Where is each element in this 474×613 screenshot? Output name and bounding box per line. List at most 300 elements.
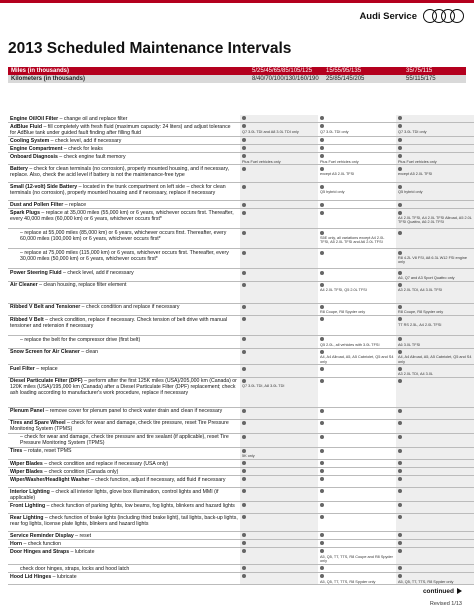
item-description: check door hinges, straps, locks and hood latch xyxy=(20,565,130,572)
service-required-dot-icon xyxy=(398,167,402,171)
item-description: – check function of brake lights (including third brake light), tail lights, back-up lights, rear fog lights, license plate lights, blinkers and hazard lights xyxy=(10,514,238,527)
service-required-dot-icon xyxy=(242,566,246,570)
interval-cell xyxy=(240,407,318,419)
table-row xyxy=(8,488,474,502)
service-required-dot-icon xyxy=(320,409,324,413)
service-required-dot-icon xyxy=(242,211,246,215)
service-required-dot-icon xyxy=(398,461,402,465)
interval-cell xyxy=(318,201,396,209)
interval-note: R8 Coupe, R8 Spyder only xyxy=(320,310,366,315)
interval-cell xyxy=(240,165,318,183)
interval-note: S5E only, all variations except A4 2.0L TFSI, A5 2.0L TFSI and A6 2.0L TFSI xyxy=(320,235,385,245)
service-required-dot-icon xyxy=(320,231,324,235)
table-row xyxy=(8,565,474,573)
interval-cell xyxy=(240,336,318,348)
maintenance-item xyxy=(8,249,240,269)
service-required-dot-icon xyxy=(242,283,246,287)
service-required-dot-icon xyxy=(320,211,324,215)
table-row xyxy=(8,123,474,137)
item-description: – perform after the first 125K miles (USA)/205,000 km (Canada) or 120K miles (USA)/195,000 km (Canada) after a Diesel Particulate Filter (DPF) replacement; check ash loading according to manufacturer's work procedure, replace if necessary xyxy=(10,378,237,397)
service-required-dot-icon xyxy=(320,503,324,507)
service-required-dot-icon xyxy=(398,477,402,481)
table-row xyxy=(8,540,474,548)
interval-cell xyxy=(318,407,396,419)
interval-cell xyxy=(396,433,474,447)
service-required-dot-icon xyxy=(398,116,402,120)
maintenance-item xyxy=(8,540,240,548)
service-required-dot-icon xyxy=(398,435,402,439)
item-label: Hood Lid Hinges xyxy=(10,573,52,580)
table-row xyxy=(8,145,474,153)
maintenance-item xyxy=(8,123,240,137)
service-required-dot-icon xyxy=(320,449,324,453)
miles-col-3: 35/75/115 xyxy=(406,68,433,74)
maintenance-item xyxy=(8,115,240,123)
header-accent-bar xyxy=(0,0,474,3)
interval-cell xyxy=(240,269,318,281)
interval-cell xyxy=(318,165,396,183)
table-row xyxy=(8,115,474,123)
revision-date: Revised 1/13 xyxy=(429,601,462,607)
item-label: Cooling System xyxy=(10,137,50,144)
maintenance-item xyxy=(8,419,240,433)
interval-cell xyxy=(318,460,396,468)
interval-cell xyxy=(240,316,318,336)
service-required-dot-icon xyxy=(242,167,246,171)
interval-cell xyxy=(396,269,474,281)
interval-cell xyxy=(396,249,474,269)
item-description: – replace the belt for the compressor drive (first belt) xyxy=(20,336,141,343)
interval-cell xyxy=(396,281,474,303)
service-required-dot-icon xyxy=(320,337,324,341)
service-required-dot-icon xyxy=(398,305,402,309)
service-required-dot-icon xyxy=(398,533,402,537)
item-label: Engine Oil/Oil Filter xyxy=(10,115,59,122)
interval-note: Q7 3.0L TDI only xyxy=(320,129,349,134)
table-row xyxy=(8,433,474,447)
km-col-1: 8/40/70/100/130/160/190 xyxy=(252,76,319,82)
maintenance-table xyxy=(8,115,474,585)
interval-note: A4 2.0L TFSI, A4 2.0L TFSI Allroad, A5 2.0L TFSI Quattro, A6 2.0L TFSI xyxy=(398,215,472,225)
item-description: – lubricate xyxy=(51,573,77,580)
service-required-dot-icon xyxy=(398,203,402,207)
service-required-dot-icon xyxy=(398,566,402,570)
maintenance-item xyxy=(8,488,240,502)
table-row xyxy=(8,137,474,145)
service-required-dot-icon xyxy=(398,574,402,578)
item-description: – check level, add if necessary xyxy=(49,137,122,144)
item-label: Tires xyxy=(10,448,23,455)
service-required-dot-icon xyxy=(398,350,402,354)
service-required-dot-icon xyxy=(242,541,246,545)
service-required-dot-icon xyxy=(242,271,246,275)
item-label: Plenum Panel xyxy=(10,408,45,415)
interval-cell xyxy=(318,532,396,540)
interval-cell xyxy=(396,468,474,476)
interval-cell xyxy=(396,502,474,514)
interval-cell xyxy=(240,502,318,514)
service-required-dot-icon xyxy=(320,154,324,158)
item-description: – replace at 75,000 miles (115,000 km) or 6 years, whichever occurs first. Thereafter, every 30,000 miles (50,000 km) or 6 years, whichever occurs first* xyxy=(20,249,229,262)
table-row xyxy=(8,201,474,209)
interval-cell xyxy=(240,153,318,165)
service-required-dot-icon xyxy=(398,124,402,128)
service-required-dot-icon xyxy=(320,461,324,465)
table-row xyxy=(8,183,474,201)
item-description: – replace xyxy=(34,365,58,372)
interval-cell xyxy=(240,209,318,229)
item-label: Small (12-volt) Side Battery xyxy=(10,183,78,190)
interval-note: 5K only xyxy=(242,454,255,459)
item-description: – replace xyxy=(63,201,87,208)
maintenance-item xyxy=(8,316,240,336)
interval-cell xyxy=(318,153,396,165)
audi-rings-logo-icon xyxy=(423,9,464,23)
service-required-dot-icon xyxy=(242,138,246,142)
service-required-dot-icon xyxy=(320,549,324,553)
service-required-dot-icon xyxy=(242,317,246,321)
service-required-dot-icon xyxy=(242,146,246,150)
interval-cell xyxy=(318,209,396,229)
service-required-dot-icon xyxy=(398,515,402,519)
service-required-dot-icon xyxy=(320,350,324,354)
service-required-dot-icon xyxy=(320,317,324,321)
miles-header-row xyxy=(8,67,466,75)
service-required-dot-icon xyxy=(320,305,324,309)
km-header-row xyxy=(8,75,466,83)
service-required-dot-icon xyxy=(398,489,402,493)
interval-cell xyxy=(240,468,318,476)
maintenance-item xyxy=(8,201,240,209)
interval-cell xyxy=(396,407,474,419)
item-description: – located in the trunk compartment on left side – check for clean terminals (no corrosion), properly mounted housing and if necessary, replace if necessary xyxy=(10,183,226,196)
item-label: Diesel Particulate Filter (DPF) xyxy=(10,378,83,385)
maintenance-item xyxy=(8,303,240,315)
interval-cell xyxy=(396,540,474,548)
interval-cell xyxy=(396,447,474,459)
item-label: Horn xyxy=(10,540,23,547)
interval-cell xyxy=(240,565,318,573)
service-required-dot-icon xyxy=(320,515,324,519)
interval-cell xyxy=(396,565,474,573)
service-required-dot-icon xyxy=(320,541,324,545)
service-required-dot-icon xyxy=(320,167,324,171)
item-label: Wiper/Washer/Headlight Washer xyxy=(10,476,90,483)
service-required-dot-icon xyxy=(242,379,246,383)
table-row xyxy=(8,165,474,183)
service-required-dot-icon xyxy=(242,231,246,235)
maintenance-item xyxy=(8,145,240,153)
interval-cell xyxy=(240,229,318,249)
service-required-dot-icon xyxy=(398,317,402,321)
item-description: – check level, add if necessary xyxy=(61,269,134,276)
interval-note: A6 3.0L TFSI xyxy=(398,342,421,347)
service-required-dot-icon xyxy=(398,503,402,507)
item-label: Ribbed V Belt xyxy=(10,316,44,323)
maintenance-item xyxy=(8,377,240,407)
miles-label: Miles (in thousands) xyxy=(11,68,70,74)
interval-note: Q7 3.0L TDI, A8 3.0L TDI xyxy=(242,384,285,389)
item-label: Spark Plugs xyxy=(10,209,40,216)
interval-note: A6, Q7 and A3 Sport Quattro only xyxy=(398,275,455,280)
km-label: Kilometers (in thousands) xyxy=(11,76,86,82)
item-description: – check all interior lights, glove box illumination, control lights and MMI (if applicable) xyxy=(10,488,219,501)
interval-note: A4, A4 Allroad, A5, A5 Cabriolet, Q5 and S4 only xyxy=(320,355,394,364)
maintenance-item xyxy=(8,514,240,532)
interval-note: A5, Q5, TT, TTS, R8 Coupe and R8 Spyder only xyxy=(320,554,393,564)
maintenance-item xyxy=(8,336,240,348)
service-required-dot-icon xyxy=(242,469,246,473)
service-required-dot-icon xyxy=(242,515,246,519)
service-required-dot-icon xyxy=(242,124,246,128)
interval-cell xyxy=(240,115,318,123)
service-required-dot-icon xyxy=(242,435,246,439)
table-row xyxy=(8,153,474,165)
service-required-dot-icon xyxy=(242,350,246,354)
interval-cell xyxy=(396,303,474,315)
table-row xyxy=(8,460,474,468)
maintenance-item xyxy=(8,183,240,201)
interval-cell xyxy=(396,377,474,407)
service-required-dot-icon xyxy=(398,549,402,553)
service-required-dot-icon xyxy=(242,461,246,465)
item-description: – check for leaks xyxy=(62,145,103,152)
item-label: Dust and Pollen Filter xyxy=(10,201,64,208)
service-required-dot-icon xyxy=(320,566,324,570)
table-row xyxy=(8,468,474,476)
item-description: – check engine fault memory xyxy=(57,153,126,160)
maintenance-item xyxy=(8,229,240,249)
interval-cell xyxy=(396,419,474,433)
interval-cell xyxy=(396,209,474,229)
interval-cell xyxy=(318,303,396,315)
service-required-dot-icon xyxy=(320,124,324,128)
service-required-dot-icon xyxy=(320,435,324,439)
km-col-3: 55/115/175 xyxy=(406,76,436,82)
interval-cell xyxy=(396,573,474,585)
item-description: – check condition, replace if necessary. Check tension of belt drive with manual tensioner and retension if necessary xyxy=(10,316,228,329)
service-required-dot-icon xyxy=(398,231,402,235)
table-row xyxy=(8,377,474,407)
table-row xyxy=(8,532,474,540)
interval-cell xyxy=(396,165,474,183)
service-required-dot-icon xyxy=(320,283,324,287)
interval-note: except A5 2.0L TFSI xyxy=(320,171,355,176)
interval-cell xyxy=(318,548,396,565)
item-description: – check condition and replace if necessary xyxy=(80,304,180,311)
service-required-dot-icon xyxy=(320,138,324,142)
interval-cell xyxy=(240,145,318,153)
service-required-dot-icon xyxy=(320,574,324,578)
interval-cell xyxy=(318,137,396,145)
interval-cell xyxy=(396,123,474,137)
service-required-dot-icon xyxy=(320,421,324,425)
item-label: Rear Lighting xyxy=(10,514,44,521)
item-label: Wiper Blades xyxy=(10,460,43,467)
service-required-dot-icon xyxy=(398,469,402,473)
service-required-dot-icon xyxy=(398,211,402,215)
interval-cell xyxy=(396,365,474,377)
service-required-dot-icon xyxy=(242,489,246,493)
miles-col-2: 15/55/95/135 xyxy=(326,68,362,74)
interval-cell xyxy=(240,183,318,201)
interval-cell xyxy=(240,532,318,540)
interval-cell xyxy=(240,377,318,407)
table-row xyxy=(8,573,474,585)
maintenance-item xyxy=(8,365,240,377)
item-description: – clean housing, replace filter element xyxy=(37,282,127,289)
interval-note: A3 2.0L TDI, A4 3.0L xyxy=(398,371,434,376)
interval-note: Q5 hybrid only xyxy=(320,189,345,194)
service-required-dot-icon xyxy=(398,185,402,189)
interval-cell xyxy=(396,137,474,145)
service-required-dot-icon xyxy=(242,337,246,341)
interval-cell xyxy=(240,433,318,447)
table-row xyxy=(8,502,474,514)
item-description: – reset xyxy=(73,532,92,539)
service-required-dot-icon xyxy=(398,449,402,453)
item-description: – remove cover for plenum panel to check water drain and clean if necessary xyxy=(44,408,223,415)
table-row xyxy=(8,514,474,532)
interval-cell xyxy=(318,573,396,585)
service-required-dot-icon xyxy=(242,574,246,578)
maintenance-item xyxy=(8,433,240,447)
service-required-dot-icon xyxy=(242,449,246,453)
page-title: 2013 Scheduled Maintenance Intervals xyxy=(8,40,292,57)
interval-note: Plus Fuel vehicles only xyxy=(398,159,437,164)
interval-cell xyxy=(396,488,474,502)
item-description: – rotate, reset TPMS xyxy=(22,448,72,455)
service-required-dot-icon xyxy=(398,146,402,150)
interval-cell xyxy=(240,573,318,585)
interval-cell xyxy=(240,303,318,315)
interval-cell xyxy=(396,514,474,532)
interval-cell xyxy=(396,183,474,201)
interval-cell xyxy=(240,476,318,488)
service-required-dot-icon xyxy=(320,185,324,189)
service-required-dot-icon xyxy=(398,251,402,255)
interval-cell xyxy=(240,249,318,269)
item-description: – replace at 55,000 miles (85,000 km) or 6 years, whichever occurs first. Thereafter, every 60,000 miles (100,000 km) or 6 years, whichever occurs first* xyxy=(20,229,227,242)
interval-cell xyxy=(396,348,474,365)
interval-cell xyxy=(318,183,396,201)
item-description: – fill completely with fresh fluid (maximum capacity: 24 liters) and adjust tolerance for AdBlue tank under guided fault finding after filling fluid xyxy=(10,123,231,136)
brand-name: Audi Service xyxy=(359,10,417,22)
interval-cell xyxy=(318,419,396,433)
service-required-dot-icon xyxy=(242,116,246,120)
service-required-dot-icon xyxy=(320,367,324,371)
table-row xyxy=(8,249,474,269)
table-row xyxy=(8,269,474,281)
service-required-dot-icon xyxy=(242,549,246,553)
maintenance-item xyxy=(8,137,240,145)
table-row xyxy=(8,548,474,565)
item-label: Onboard Diagnosis xyxy=(10,153,58,160)
interval-note: Q7 3.0L TDI and A8 3.0L TDI only xyxy=(242,129,299,134)
service-required-dot-icon xyxy=(242,421,246,425)
service-required-dot-icon xyxy=(242,154,246,158)
item-label: Interior Lighting xyxy=(10,488,50,495)
service-required-dot-icon xyxy=(398,409,402,413)
interval-cell xyxy=(396,336,474,348)
item-description: – check for wear and damage, check tire pressure, reset Tire Pressure Monitoring System (TPMS) xyxy=(10,420,229,433)
table-row xyxy=(8,303,474,315)
service-required-dot-icon xyxy=(242,409,246,413)
service-required-dot-icon xyxy=(320,477,324,481)
interval-cell xyxy=(318,229,396,249)
service-required-dot-icon xyxy=(242,251,246,255)
service-required-dot-icon xyxy=(398,154,402,158)
interval-cell xyxy=(240,137,318,145)
service-required-dot-icon xyxy=(242,503,246,507)
interval-cell xyxy=(318,565,396,573)
service-required-dot-icon xyxy=(320,533,324,537)
item-description: – check for clean terminals (no corrosion), properly mounted housing, and if necessary, replace. Also, check the acid level if battery is not the maintenance-free type xyxy=(10,165,230,178)
interval-cell xyxy=(318,514,396,532)
interval-note: A4, A4 Allroad, A5, A5 Cabriolet, Q5 and S4 only xyxy=(398,355,472,364)
maintenance-item xyxy=(8,565,240,573)
service-required-dot-icon xyxy=(242,185,246,189)
interval-cell xyxy=(318,540,396,548)
item-description: – check function of parking lights, low beams, fog lights, blinkers and hazard lights xyxy=(45,502,235,509)
interval-cell xyxy=(318,336,396,348)
interval-cell xyxy=(318,145,396,153)
miles-col-1: 5/25/45/65/85/105/125 xyxy=(252,68,313,74)
table-row xyxy=(8,229,474,249)
maintenance-item xyxy=(8,269,240,281)
item-label: Power Steering Fluid xyxy=(10,269,62,276)
service-required-dot-icon xyxy=(242,203,246,207)
interval-cell xyxy=(396,532,474,540)
interval-cell xyxy=(318,502,396,514)
item-label: Fuel Filter xyxy=(10,365,35,372)
service-required-dot-icon xyxy=(242,305,246,309)
interval-note: R8 Coupe, R8 Spyder only xyxy=(398,310,444,315)
table-row xyxy=(8,447,474,459)
service-required-dot-icon xyxy=(398,367,402,371)
item-description: – check condition (Canada only) xyxy=(42,468,119,475)
service-required-dot-icon xyxy=(398,283,402,287)
service-required-dot-icon xyxy=(398,138,402,142)
interval-note: Plus Fuel vehicles only xyxy=(242,159,281,164)
service-required-dot-icon xyxy=(398,541,402,545)
service-required-dot-icon xyxy=(398,271,402,275)
maintenance-item xyxy=(8,165,240,183)
maintenance-item xyxy=(8,532,240,540)
interval-cell xyxy=(240,460,318,468)
table-row xyxy=(8,281,474,303)
interval-cell xyxy=(318,476,396,488)
interval-cell xyxy=(240,123,318,137)
table-row xyxy=(8,407,474,419)
interval-cell xyxy=(240,201,318,209)
maintenance-item xyxy=(8,209,240,229)
interval-cell xyxy=(318,269,396,281)
maintenance-item xyxy=(8,407,240,419)
maintenance-item xyxy=(8,153,240,165)
brand xyxy=(359,9,464,23)
maintenance-item xyxy=(8,348,240,365)
interval-note: Q5 2.0L, all vehicles with 3.0L TFSI xyxy=(320,342,380,347)
maintenance-item xyxy=(8,548,240,565)
service-required-dot-icon xyxy=(320,116,324,120)
interval-cell xyxy=(396,460,474,468)
service-required-dot-icon xyxy=(398,421,402,425)
item-label: Wiper Blades xyxy=(10,468,43,475)
table-row xyxy=(8,316,474,336)
interval-cell xyxy=(240,548,318,565)
interval-note: Plus Fuel vehicles only xyxy=(320,159,359,164)
